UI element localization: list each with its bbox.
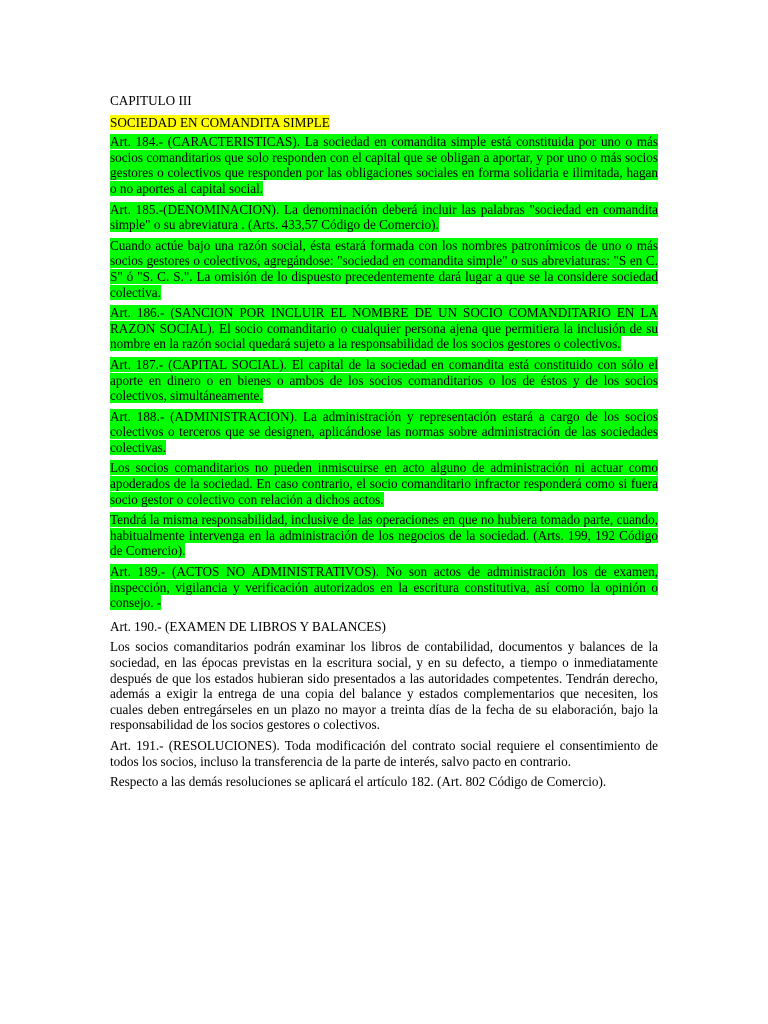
article-191-continuation-paragraph: Respecto a las demás resoluciones se aplicará el artículo 182. (Art. 802 Código de Comercio). [110, 774, 607, 790]
section-title-text: SOCIEDAD EN COMANDITA SIMPLE [110, 114, 330, 130]
article-185-continuation-paragraph: Cuando actúe bajo una razón social, ésta estará formada con los nombres patronímicos de uno o más socios gestores o colectivos, agregándose: "sociedad en comandita simple" o sus abreviaturas: "S en C. S" ó "S. C. S.". La omisión de lo dispuesto precedentemente dará lugar a que se la considere sociedad colectiva. [110, 237, 658, 300]
document-page [110, 93, 658, 795]
article-185-paragraph: Art. 185.-(DENOMINACION). La denominación deberá incluir las palabras "sociedad en comandita simple" o su abreviatura . (Arts. 433,57 Código de Comercio). [110, 201, 658, 233]
article-189-paragraph: Art. 189.- (ACTOS NO ADMINISTRATIVOS). No son actos de administración los de examen, inspección, vigilancia y verificación autorizados en la escritura constitutiva, así como la opinión o consejo. - [110, 564, 658, 611]
article-188-responsibility-paragraph: Tendrá la misma responsabilidad, inclusive de las operaciones en que no hubiera tomado parte, cuando, habitualmente intervenga en la administración de los negocios de la sociedad. (Arts. 199, 192 Código de Comercio). [110, 512, 658, 559]
article-184-paragraph: Art. 184.- (CARACTERISTICAS). La sociedad en comandita simple está constituida por uno o más socios comanditarios que solo responden con el capital que se obligan a aportar, y por uno o más socios gestores o colectivos que responden por las obligaciones sociales en forma solidaria e ilimitada, hagan o no aportes al capital social. [110, 134, 658, 196]
article-191-paragraph: Art. 191.- (RESOLUCIONES). Toda modificación del contrato social requiere el consentimiento de todos los socios, incluso la transferencia de la parte de interés, salvo pacto en contrario. [110, 737, 658, 769]
section-title [110, 115, 658, 131]
article-190-heading: Art. 190.- (EXAMEN DE LIBROS Y BALANCES) [110, 618, 386, 634]
article-188-paragraph: Art. 188.- (ADMINISTRACION). La administración y representación estará a cargo de los socios colectivos o terceros que se designen, aplicándose las normas sobre administración de las sociedades colectivas. [110, 408, 658, 455]
chapter-title: CAPITULO III [110, 93, 192, 108]
article-186-paragraph: Art. 186.- (SANCION POR INCLUIR EL NOMBRE DE UN SOCIO COMANDITARIO EN LA RAZON SOCIAL). El socio comanditario o cualquier persona ajena que permitiera la inclusión de su nombre en la razón social quedará sujeto a la responsabilidad de los socios gestores o colectivos. [110, 305, 658, 352]
article-187-paragraph: Art. 187.- (CAPITAL SOCIAL). El capital de la sociedad en comandita está constituido con sólo el aporte en dinero o en bienes o ambos de los socios comanditarios o los de éstos y de los socios colectivos, simultáneamente. [110, 356, 658, 404]
article-190-paragraph: Los socios comanditarios podrán examinar los libros de contabilidad, documentos y balances de la sociedad, en las épocas previstas en la escritura social, y en su defecto, a tiempo o inmediatamente después de que los estados hubieran sido presentados a las autoridades competentes. Tendrán derecho, además a exigir la entrega de una copia del balance y estados complementarios que necesiten, los cuales deben entregárseles en un plazo no mayor a treinta días de la fecha de su elaboración, bajo la responsabilidad de los socios gestores o colectivos. [110, 639, 658, 733]
article-188-continuation-paragraph: Los socios comanditarios no pueden inmiscuirse en acto alguno de administración ni actuar como apoderados de la sociedad. En caso contrario, el socio comanditario infractor responderá como si fuera socio gestor o colectivo con relación a dichos actos. [110, 460, 658, 507]
